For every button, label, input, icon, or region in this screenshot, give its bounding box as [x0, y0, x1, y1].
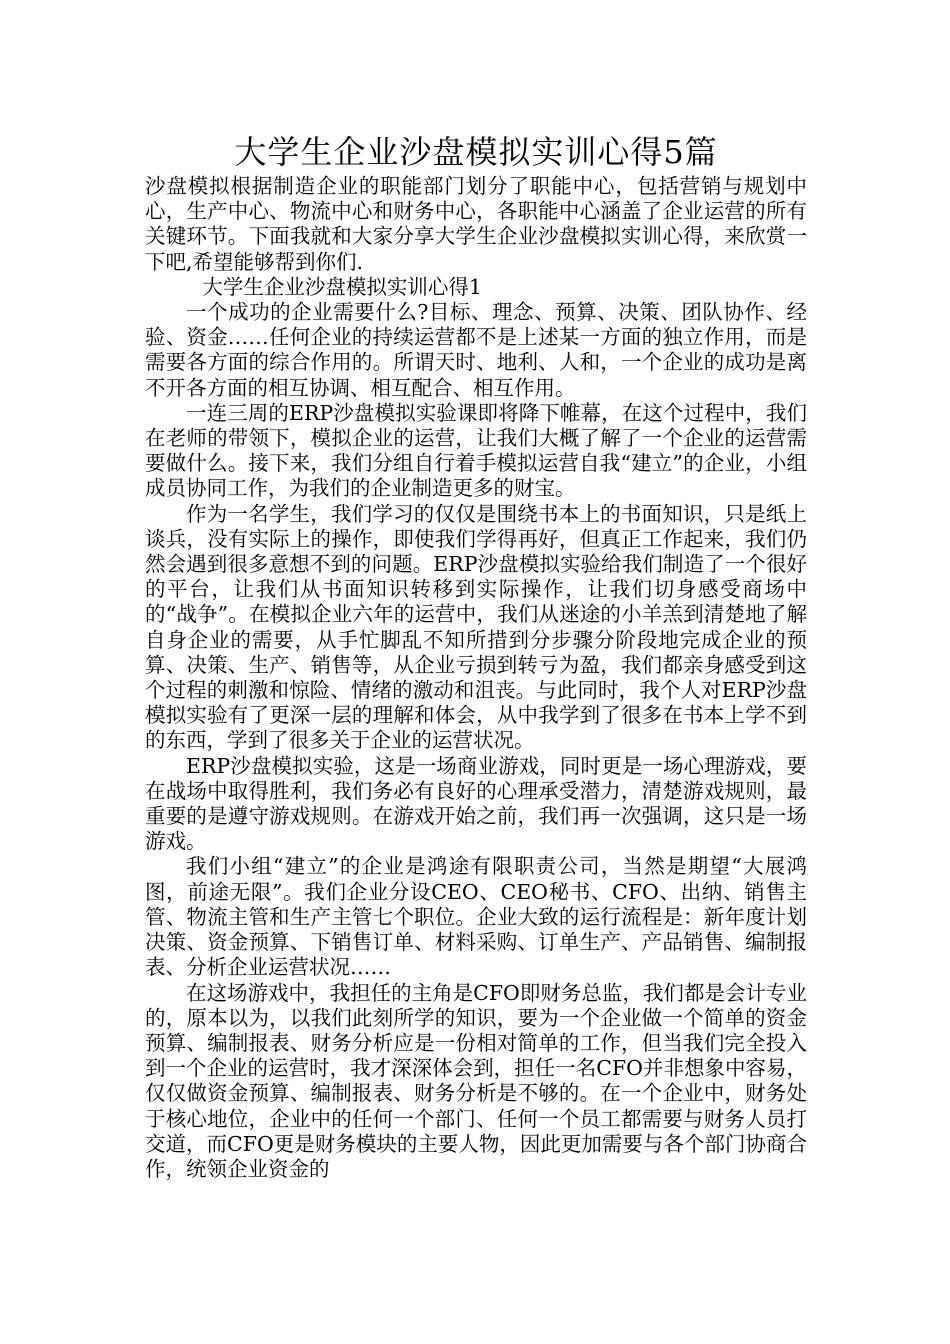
document-body — [145, 130, 807, 1182]
body-paragraph-2: 一连三周的ERP沙盘模拟实验课即将降下帷幕，在这个过程中，我们在老师的带领下，模拟企业的运营，让我们大概了解了一个企业的运营需要做什么。接下来，我们分组自行着手模拟运营自我“建立”的企业，小组成员协同工作，为我们的企业制造更多的财宝。 — [145, 400, 807, 501]
section-heading: 大学生企业沙盘模拟实训心得1 — [202, 274, 482, 299]
body-paragraph-6: 在这场游戏中，我担任的主角是CFO即财务总监，我们都是会计专业的，原本以为，以我们此刻所学的知识，要为一个企业做一个简单的资金预算、编制报表、财务分析应是一份相对简单的工作，但当我们完全投入到一个企业的运营时，我才深深体会到，担任一名CFO并非想象中容易，仅仅做资金预算、编制报表、财务分析是不够的。在一个企业中，财务处于核心地位，企业中的任何一个部门、任何一个员工都需要与财务人员打交道，而CFO更是财务模块的主要人物，因此更加需要与各个部门协商合作，统领企业资金的 — [145, 980, 807, 1181]
body-paragraph-5: 我们小组“建立”的企业是鸿途有限职责公司，当然是期望“大展鸿图，前途无限”。我们企业分设CEO、CEO秘书、CFO、出纳、销售主管、物流主管和生产主管七个职位。企业大致的运行流程是：新年度计划决策、资金预算、下销售订单、材料采购、订单生产、产品销售、编制报表、分析企业运营状况…… — [145, 854, 807, 980]
document-title: 大学生企业沙盘模拟实训心得5篇 — [234, 133, 718, 171]
body-paragraph-3: 作为一名学生，我们学习的仅仅是围绕书本上的书面知识，只是纸上谈兵，没有实际上的操作，即使我们学得再好，但真正工作起来，我们仍然会遇到很多意想不到的问题。ERP沙盘模拟实验给我们制造了一个很好的平台，让我们从书面知识转移到实际操作，让我们切身感受商场中的“战争”。在模拟企业六年的运营中，我们从迷途的小羊羔到清楚地了解自身企业的需要，从手忙脚乱不知所措到分步骤分阶段地完成企业的预算、决策、生产、销售等，从企业亏损到转亏为盈，我们都亲身感受到这个过程的刺激和惊险、情绪的激动和沮丧。与此同时，我个人对ERP沙盘模拟实验有了更深一层的理解和体会，从中我学到了很多在书本上学不到的东西，学到了很多关于企业的运营状况。 — [145, 501, 807, 753]
intro-paragraph: 沙盘模拟根据制造企业的职能部门划分了职能中心，包括营销与规划中心，生产中心、物流中心和财务中心，各职能中心涵盖了企业运营的所有关键环节。下面我就和大家分享大学生企业沙盘模拟实训心得，来欣赏一下吧,希望能够帮到你们. — [145, 174, 807, 274]
body-paragraph-1: 一个成功的企业需要什么?目标、理念、预算、决策、团队协作、经验、资金……任何企业的持续运营都不是上述某一方面的独立作用，而是需要各方面的综合作用的。所谓天时、地利、人和，一个企业的成功是离不开各方面的相互协调、相互配合、相互作用。 — [145, 300, 807, 400]
body-paragraph-4: ERP沙盘模拟实验，这是一场商业游戏，同时更是一场心理游戏，要在战场中取得胜利，我们务必有良好的心理承受潜力，清楚游戏规则，最重要的是遵守游戏规则。在游戏开始之前，我们再一次强调，这只是一场游戏。 — [145, 753, 807, 854]
